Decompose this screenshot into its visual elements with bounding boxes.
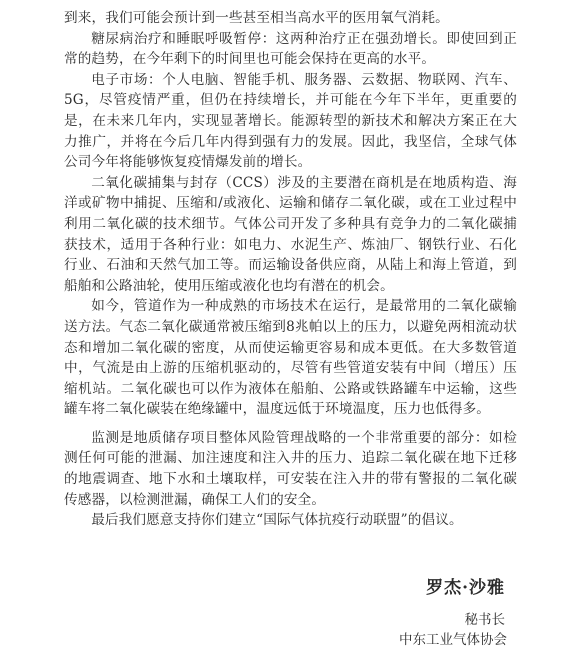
paragraph-pipelines: 如今，管道作为一种成熟的市场技术在运行，是最常用的二氧化碳输送方法。气态二氧化碳通常被压缩到8兆帕以上的压力，以避免两相流动状态和增加二氧化碳的密度，从而使运输更容易和成本更低。在大多数管道中，气流是由上游的压缩机驱动的，尽管有些管道安装有中间（增压）压缩机站。二氧化碳也可以作为液体在船舶、公路或铁路罐车中运输，这些罐车将二氧化碳装在绝缘罐中，温度远低于环境温度，压力也低得多。 bbox=[64, 298, 517, 418]
paragraph-monitoring: 监测是地质储存项目整体风险管理战略的一个非常重要的部分：如检测任何可能的泄漏、加注速度和注入井的压力、追踪二氧化碳在地下迁移的地震调查、地下水和土壤取样，可安装在注入井的带有警报的二氧化碳传感器，以检测泄漏，确保工人们的安全。 bbox=[64, 429, 517, 508]
paragraph-diabetes-sleep-apnea: 糖尿病治疗和睡眠呼吸暂停：这两种治疗正在强劲增长。即使回到正常的趋势，在今年剩下的时间里也可能会保持在更高的水平。 bbox=[64, 30, 517, 68]
paragraph-electronics-market: 电子市场：个人电脑、智能手机、服务器、云数据、物联网、汽车、5G，尽管疫情严重，但仍在持续增长，并可能在今年下半年，更重要的是，在未来几年内，实现显著增长。能源转型的新技术和解决方案正在大力推广，并将在今后几年内得到强有力的发展。因此，我坚信，全球气体公司今年将能够恢复疫情爆发前的增长。 bbox=[64, 71, 517, 171]
signature-title: 秘书长 bbox=[464, 612, 505, 628]
signature-organization: 中东工业气体协会 bbox=[399, 632, 507, 648]
paragraph-ccs: 二氧化碳捕集与封存（CCS）涉及的主要潜在商机是在地质构造、海洋或矿物中捕捉、压缩和/或液化、运输和储存二氧化碳，或在工业过程中利用二氧化碳的技术细节。气体公司开发了多种具有竞争力的二氧化碳捕获技术，适用于各种行业：如电力、水泥生产、炼油厂、钢铁行业、石化行业、石油和天然气加工等。而运输设备供应商，从陆上和海上管道，到船舶和公路油轮，使用压缩或液化也均有潜在的机会。 bbox=[64, 174, 517, 294]
paragraph-continuation: 到来，我们可能会预计到一些甚至相当高水平的医用氧气消耗。 bbox=[64, 10, 449, 26]
signature-name: 罗杰·沙雅 bbox=[426, 578, 505, 598]
paragraph-closing: 最后我们愿意支持你们建立“国际气体抗疫行动联盟”的倡议。 bbox=[91, 512, 463, 529]
